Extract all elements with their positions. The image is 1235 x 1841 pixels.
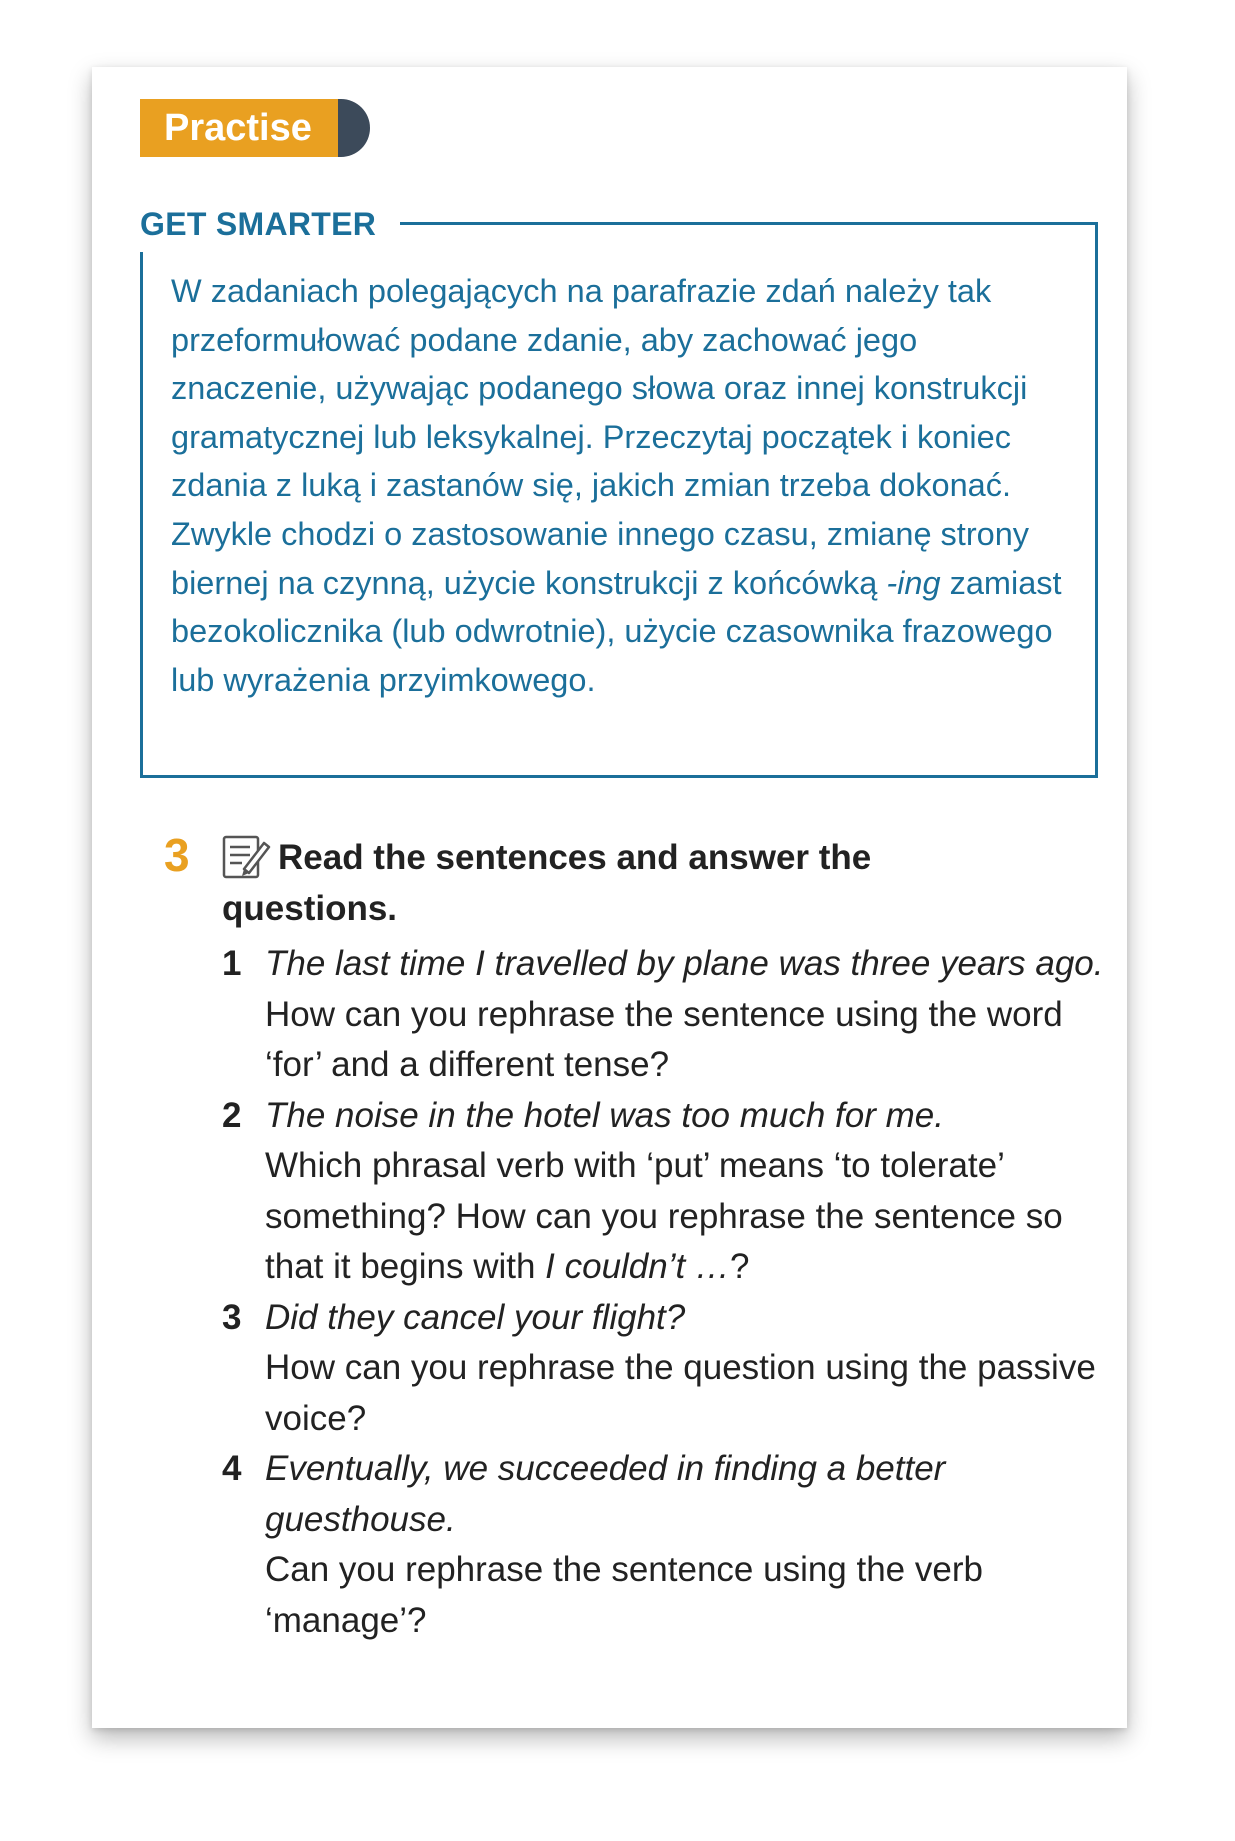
question-instruction: How can you rephrase the sentence using the word ‘for’ and a different tense? bbox=[265, 994, 1063, 1084]
section-tab-label: Practise bbox=[140, 99, 338, 157]
question-instruction-italic: I couldn’t … bbox=[545, 1247, 730, 1286]
question-instruction-text: Which phrasal verb with ‘put’ means ‘to tolerate’ something? How can you rephrase the sentence so that it begins with bbox=[265, 1146, 1063, 1286]
get-smarter-text-italic: -ing bbox=[886, 564, 941, 601]
page-card bbox=[92, 67, 1127, 1728]
question-number: 1 bbox=[222, 944, 242, 983]
question-instruction-end: ? bbox=[729, 1247, 750, 1286]
question-sentence: Eventually, we succeeded in finding a better guesthouse. bbox=[265, 1449, 946, 1539]
question-number: 3 bbox=[222, 1297, 242, 1337]
question-item-3 bbox=[222, 1293, 1122, 1445]
question-list bbox=[222, 939, 1122, 1646]
question-sentence: The last time I travelled by plane was three years ago. bbox=[265, 944, 1104, 983]
question-sentence: Did they cancel your flight? bbox=[265, 1297, 686, 1337]
get-smarter-bottom-border bbox=[140, 775, 1098, 778]
get-smarter-top-rule bbox=[400, 222, 1098, 225]
question-instruction: Can you rephrase the sentence using the verb ‘manage’? bbox=[265, 1550, 983, 1640]
question-instruction bbox=[265, 1141, 1122, 1293]
exercise-title: Read the sentences and answer the questions. bbox=[222, 838, 872, 928]
question-item-1 bbox=[222, 939, 1122, 1091]
get-smarter-right-border bbox=[1095, 222, 1098, 778]
section-tab bbox=[140, 99, 370, 157]
question-number: 4 bbox=[222, 1449, 242, 1488]
question-item-4 bbox=[222, 1444, 1122, 1646]
question-sentence: The noise in the hotel was too much for me. bbox=[265, 1095, 944, 1135]
exercise-number: 3 bbox=[164, 829, 190, 881]
get-smarter-title: GET SMARTER bbox=[140, 206, 377, 242]
question-instruction: How can you rephrase the question using the passive voice? bbox=[265, 1348, 1096, 1438]
get-smarter-text-part-1: W zadaniach polegających na parafrazie zdań należy tak przeformułować podane zdanie, aby zachować jego znaczenie, używając podanego słowa oraz innej konstrukcji gramatycznej lub leksykalnej. Przeczytaj początek i koniec zdania z luką i zastanów się, jakich zmian trzeba dokonać. Zwykle chodzi o zastosowanie innego czasu, zmianę strony biernej na czynną, użycie konstrukcji z końcówką bbox=[171, 273, 1030, 601]
question-item-2 bbox=[222, 1091, 1122, 1293]
get-smarter-left-border bbox=[140, 252, 143, 778]
get-smarter-text-part-2: zamiast bezokolicznika (lub odwrotnie), użycie czasownika frazowego lub wyrażenia przyimkowego. bbox=[171, 564, 1062, 698]
get-smarter-text bbox=[171, 267, 1071, 704]
section-tab-cap bbox=[338, 99, 370, 157]
question-number: 2 bbox=[222, 1095, 242, 1135]
